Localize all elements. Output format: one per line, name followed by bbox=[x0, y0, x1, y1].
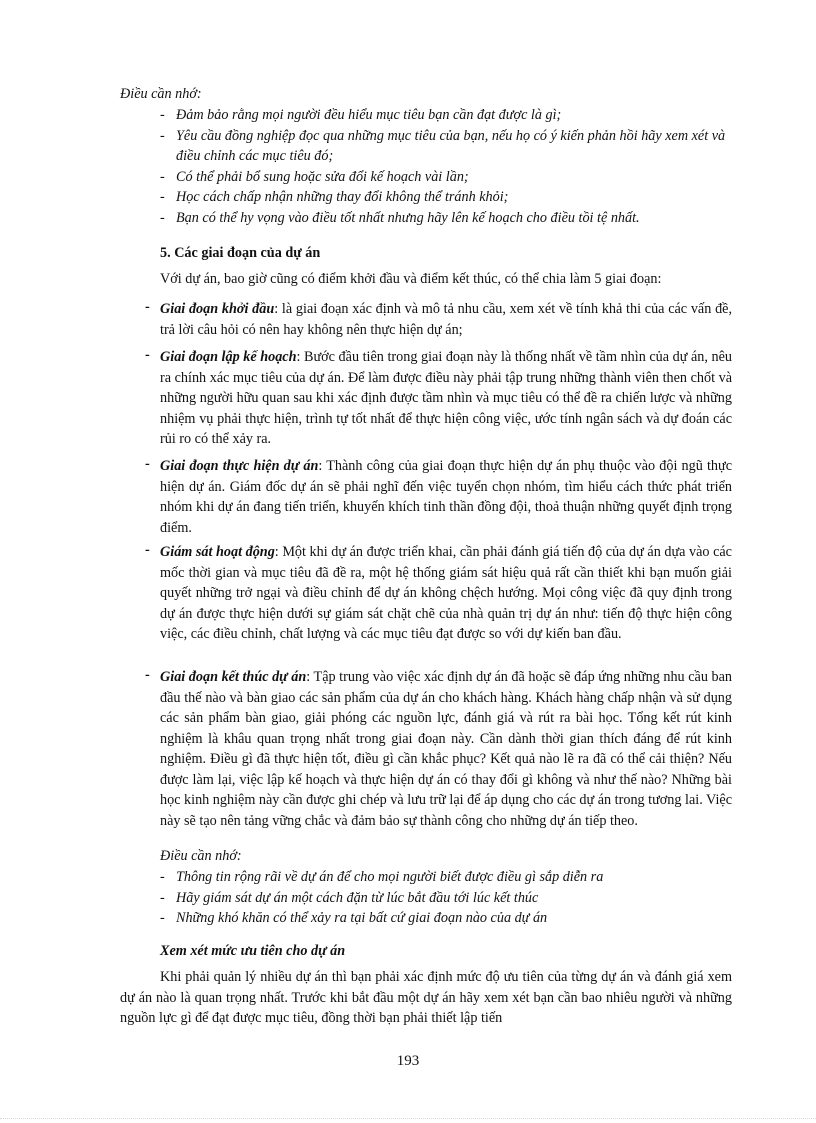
stage-text: : Thành công của giai đoạn thực hiện dự án phụ thuộc vào đội ngũ thực hiện dự án. Giám đốc dự án sẽ phải nghĩ đến việc tuyển chọn nhóm, tìm hiểu cách thức phát triển nhóm khi dự án đang tiến triển, khuyến khích tinh thần đồng đội, thoả thuận những quyết định trọng điểm. bbox=[160, 458, 733, 536]
section-intro: Với dự án, bao giờ cũng có điểm khởi đầu và điểm kết thúc, có thể chia làm 5 giai đoạn: bbox=[160, 271, 662, 287]
list-item: - Yêu cầu đồng nghiệp đọc qua những mục tiêu của bạn, nếu họ có ý kiến phản hồi hãy xem xét và điều chỉnh các mục tiêu đó; bbox=[160, 127, 726, 164]
list-item: - Có thể phải bổ sung hoặc sửa đổi kế hoạch vài lần; bbox=[160, 168, 469, 185]
stage-text: : Tập trung vào việc xác định dự án đã hoặc sẽ đáp ứng những nhu cầu ban đầu thế nào và bàn giao các sản phẩm của dự án cho khách hàng. Khách hàng chấp nhận và sử dụng các sản phẩm bàn giao, giải phóng các nguồn lực, đánh giá và rút ra bài học. Tổng kết rút kinh nghiệm là khâu quan trọng nhất trong giai đoạn này. Cần dành thời gian thích đáng để rút kinh nghiệm. Điều gì đã thực hiện tốt, điều gì cần khắc phục? Kết quả nào lẽ ra đã có thể cải thiện? Nếu được làm lại, việc lập kế hoạch và thực hiện dự án có thay đổi gì không và như thế nào? Những bài học kinh nghiệm này cần được ghi chép và lưu trữ lại để áp dụng cho các dự án trong tương lai. Việc này sẽ tạo nên tảng vững chắc và đảm bảo sự thành công cho những dự án tiếp theo. bbox=[160, 669, 732, 829]
stage-paragraph: - Giai đoạn kết thúc dự án: Tập trung vào việc xác định dự án đã hoặc sẽ đáp ứng những nhu cầu ban đầu thế nào và bàn giao các sản phẩm của dự án cho khách hàng. Khách hàng chấp nhận và sử dụng các sản phẩm bàn giao, giải phóng các nguồn lực, đánh giá và rút ra bài học. Tổng kết rút kinh nghiệm là khâu quan trọng nhất trong giai đoạn này. Cần dành thời gian thích đáng để rút kinh nghiệm. Điều gì đã thực hiện tốt, điều gì cần khắc phục? Kết quả nào lẽ ra đã có thể cải thiện? Nếu được làm lại, việc lập kế hoạch và thực hiện dự án có thay đổi gì không và như thế nào? Những bài học kinh nghiệm này cần được ghi chép và lưu trữ lại để áp dụng cho các dự án trong tương lai. Việc này sẽ tạo nên tảng vững chắc và đảm bảo sự thành công cho những dự án tiếp theo. bbox=[145, 667, 732, 829]
note-list bbox=[160, 105, 760, 228]
note-list bbox=[160, 867, 760, 929]
stage-title: Giai đoạn khởi đầu bbox=[160, 301, 275, 317]
stage-title: Giai đoạn lập kế hoạch bbox=[160, 349, 297, 365]
stage-title: Giai đoạn thực hiện dự án bbox=[160, 458, 319, 474]
list-item: - Hãy giám sát dự án một cách đặn từ lúc bắt đầu tới lúc kết thúc bbox=[160, 889, 539, 906]
list-item: - Những khó khăn có thể xảy ra tại bất cứ giai đoạn nào của dự án bbox=[160, 910, 548, 926]
stage-paragraph: - Giai đoạn lập kế hoạch: Bước đầu tiên trong giai đoạn này là thống nhất về tầm nhìn của dự án, nêu ra chính xác mục tiêu của dự án. Để làm được điều này phải tập trung những thành viên then chốt và những người hữu quan sau khi xác định được tầm nhìn và mục tiêu có thể đề ra chiến lược và những nhiệm vụ phải thực hiện, trình tự tốt nhất để thực hiện công việc, ước tính ngân sách và dự đoán các rủi ro có thể xảy ra. bbox=[145, 347, 733, 447]
stage-paragraph: - Giai đoạn khởi đầu: là giai đoạn xác định và mô tả nhu cầu, xem xét về tính khả thi của các vấn đề, trả lời câu hỏi có nên hay không nên thực hiện dự án; bbox=[145, 299, 733, 338]
stage-paragraph: - Giai đoạn thực hiện dự án: Thành công của giai đoạn thực hiện dự án phụ thuộc vào đội ngũ thực hiện dự án. Giám đốc dự án sẽ phải nghĩ đến việc tuyển chọn nhóm, tìm hiểu cách thức phát triển nhóm khi dự án đang tiến triển, khuyến khích tinh thần đồng đội, thoả thuận những quyết định trọng điểm. bbox=[145, 456, 733, 536]
stage-title: Giai đoạn kết thúc dự án bbox=[160, 669, 307, 685]
list-item: - Bạn có thể hy vọng vào điều tốt nhất nhưng hãy lên kế hoạch cho điều tồi tệ nhất. bbox=[160, 209, 640, 226]
stage-text: : Bước đầu tiên trong giai đoạn này là thống nhất về tầm nhìn của dự án, nêu ra chính xác mục tiêu của dự án. Để làm được điều này phải tập trung những thành viên then chốt và những người hữu quan sau khi xác định được tầm nhìn và mục tiêu có thể đề ra chiến lược và những nhiệm vụ phải thực hiện, trình tự tốt nhất để thực hiện công việc, ước tính ngân sách và dự đoán các rủi ro có thể xảy ra. bbox=[160, 349, 733, 447]
note-heading: Điều cần nhớ: bbox=[120, 86, 202, 102]
stage-text: : là giai đoạn xác định và mô tả nhu cầu, xem xét về tính khả thi của các vấn đề, trả lời câu hỏi có nên hay không nên thực hiện dự án; bbox=[160, 301, 733, 338]
stage-paragraph: - Giám sát hoạt động: Một khi dự án được triển khai, cần phải đánh giá tiến độ của dự án dựa vào các mốc thời gian và mục tiêu đã đề ra, một hệ thống giám sát hiệu quả rất cần thiết khi bạn muốn giải quyết những trở ngại và điều chỉnh để dự án không chệch hướng. Mọi công việc đã quy định trong dự án được thực hiện dưới sự giám sát chặt chẽ của nhà quản trị dự án như: tiến độ thực hiện công việc, các điều chỉnh, chất lượng và các mục tiêu đạt được so với dự kiến ban đầu. bbox=[145, 542, 732, 642]
list-item: - Đảm bảo rằng mọi người đều hiểu mục tiêu bạn cần đạt được là gì; bbox=[160, 107, 562, 123]
page-border bbox=[0, 1118, 816, 1119]
note-heading: Điều cần nhớ: bbox=[160, 848, 242, 864]
list-item: - Thông tin rộng rãi về dự án để cho mọi người biết được điều gì sắp diễn ra bbox=[160, 869, 604, 885]
stage-text: : Một khi dự án được triển khai, cần phải đánh giá tiến độ của dự án dựa vào các mốc thời gian và mục tiêu đã đề ra, một hệ thống giám sát hiệu quả rất cần thiết khi bạn muốn giải quyết những trở ngại và điều chỉnh để dự án không chệch hướng. Mọi công việc đã quy định trong dự án được thực hiện dưới sự giám sát chặt chẽ của nhà quản trị dự án như: tiến độ thực hiện công việc, các điều chỉnh, chất lượng và các mục tiêu đạt được so với dự kiến ban đầu. bbox=[160, 544, 732, 642]
stage-title: Giám sát hoạt động bbox=[160, 544, 275, 560]
list-item: - Học cách chấp nhận những thay đổi không thể tránh khỏi; bbox=[160, 189, 509, 205]
page-number: 193 bbox=[396, 1053, 420, 1069]
section-heading: 5. Các giai đoạn của dự án bbox=[160, 245, 321, 261]
subsection-heading: Xem xét mức ưu tiên cho dự án bbox=[160, 943, 346, 959]
body-paragraph: Khi phải quản lý nhiều dự án thì bạn phải xác định mức độ ưu tiên của từng dự án và đánh giá xem dự án nào là quan trọng nhất. Trước khi bắt đầu một dự án hãy xem xét bạn cần bao nhiêu người và những nguồn lực gì để đạt được mục tiêu, đồng thời bạn phải thiết lập tiến bbox=[120, 969, 732, 1026]
